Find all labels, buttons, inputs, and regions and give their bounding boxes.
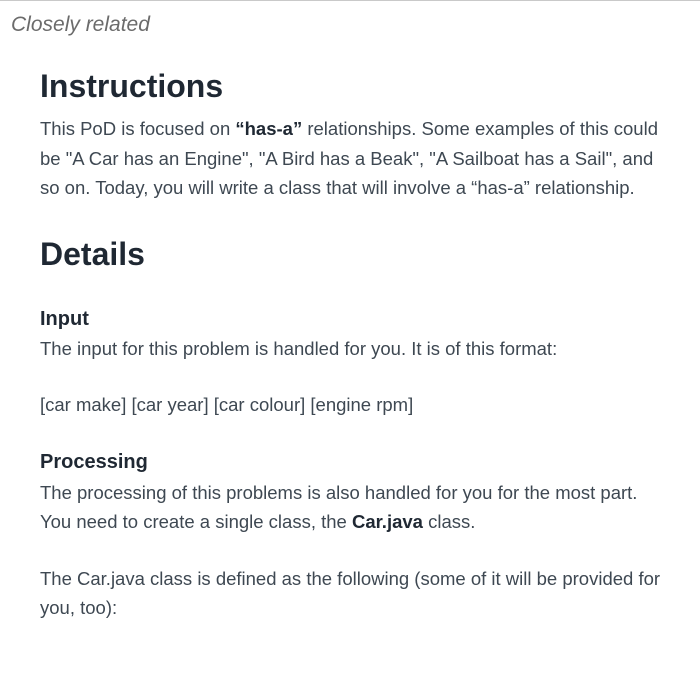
instructions-paragraph [40,114,670,203]
instructions-bold-term: “has-a” [235,118,303,139]
input-format: [car make] [car year] [car colour] [engine rpm] [40,394,414,415]
input-heading: Input [40,307,89,330]
class-definition-intro: The Car.java class is defined as the following (some of it will be provided for you, too): [40,567,661,618]
problem-description [40,60,670,623]
processing-text-start: The processing of this problems is also handled for you for the most part. You need to create a single class, the [40,481,638,532]
processing-bold-term: Car.java [351,511,423,532]
instructions-text-end: relationships. Some examples of this could be "A Car has an Engine", "A Bird has a Beak", "A Sailboat has a Sail", and so on. Today, you will write a class that will involve a “has-a” relationship. [40,118,658,198]
details-heading: Details [40,235,145,272]
section-label: Closely related [11,13,150,36]
processing-text-end: class. [422,511,476,532]
input-description: The input for this problem is handled for you. It is of this format: [40,337,558,359]
top-divider [0,0,700,1]
processing-heading: Processing [40,450,148,473]
instructions-text-start: This PoD is focused on [40,118,236,139]
processing-paragraph [40,478,670,537]
instructions-heading: Instructions [40,68,224,104]
